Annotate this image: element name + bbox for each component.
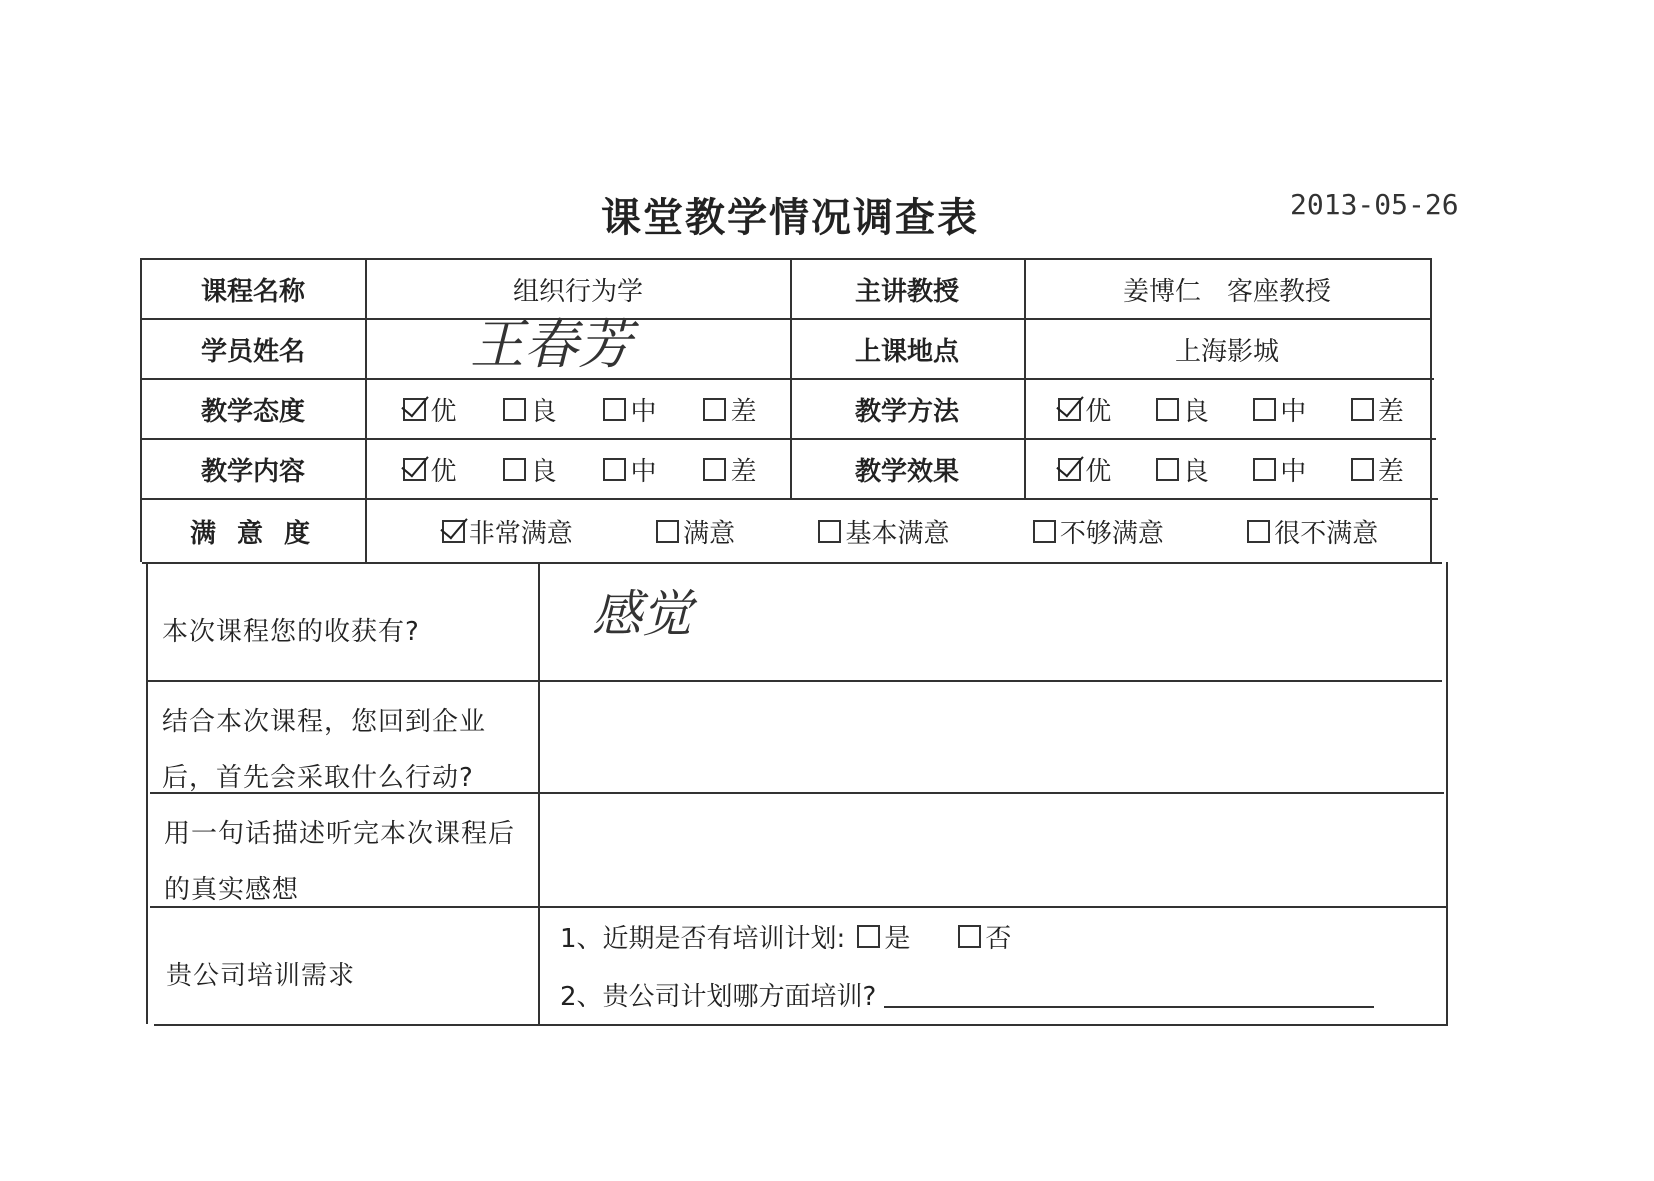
rating-option[interactable]: 差 bbox=[1351, 391, 1404, 428]
teaching-content-label: 教学内容 bbox=[200, 456, 305, 487]
rating-option[interactable]: 优 bbox=[403, 451, 456, 488]
checkbox[interactable] bbox=[703, 458, 726, 481]
location-label: 上课地点 bbox=[854, 336, 959, 367]
student-signature: 王春芳 bbox=[470, 313, 632, 376]
teaching-method-label: 教学方法 bbox=[854, 396, 959, 427]
checkbox[interactable] bbox=[603, 398, 626, 421]
location-value: 上海影城 bbox=[1174, 336, 1279, 367]
rating-option[interactable]: 优 bbox=[1058, 391, 1111, 428]
lecturer-value: 姜博仁 客座教授 bbox=[1122, 276, 1331, 307]
checkbox[interactable] bbox=[656, 520, 679, 543]
checkbox[interactable] bbox=[1156, 458, 1179, 481]
checkbox[interactable] bbox=[1247, 520, 1270, 543]
feeling-question: 用一句话描述听完本次课程后的真实感想 bbox=[164, 819, 516, 905]
checkbox[interactable] bbox=[1351, 458, 1374, 481]
training-needs-label: 贵公司培训需求 bbox=[166, 961, 356, 991]
satisfaction-option[interactable]: 不够满意 bbox=[1033, 513, 1164, 550]
training-area-question: 2、贵公司计划哪方面培训? bbox=[560, 976, 1374, 1013]
teaching-attitude-label: 教学态度 bbox=[200, 396, 305, 427]
plan-no-option[interactable]: 否 bbox=[958, 918, 1011, 955]
gain-question: 本次课程您的收获有? bbox=[162, 617, 420, 647]
checkbox-checked[interactable] bbox=[403, 458, 426, 481]
course-name-value: 组织行为学 bbox=[512, 276, 643, 307]
form-date: 2013-05-26 bbox=[1290, 188, 1459, 221]
form-title: 课堂教学情况调查表 bbox=[601, 195, 979, 241]
checkbox-checked[interactable] bbox=[1058, 398, 1081, 421]
rating-option[interactable]: 优 bbox=[403, 391, 456, 428]
action-answer[interactable] bbox=[542, 684, 1442, 790]
action-question: 结合本次课程，您回到企业后，首先会采取什么行动? bbox=[162, 707, 487, 793]
checkbox[interactable] bbox=[703, 398, 726, 421]
teaching-content-options bbox=[380, 440, 780, 498]
lecturer-label: 主讲教授 bbox=[854, 276, 959, 307]
checkbox[interactable] bbox=[603, 458, 626, 481]
checkbox-checked[interactable] bbox=[442, 520, 465, 543]
checkbox[interactable] bbox=[1351, 398, 1374, 421]
rating-option[interactable]: 良 bbox=[503, 451, 556, 488]
satisfaction-option[interactable]: 基本满意 bbox=[818, 513, 949, 550]
feeling-answer[interactable] bbox=[544, 796, 1444, 904]
rating-option[interactable]: 中 bbox=[603, 451, 656, 488]
satisfaction-option[interactable]: 满意 bbox=[656, 513, 735, 550]
gain-answer[interactable]: 感觉 bbox=[592, 585, 692, 643]
rating-option[interactable]: 良 bbox=[1156, 391, 1209, 428]
plan-yes-option[interactable]: 是 bbox=[857, 918, 910, 955]
teaching-method-options bbox=[1036, 380, 1426, 438]
checkbox[interactable] bbox=[1033, 520, 1056, 543]
checkbox[interactable] bbox=[1253, 458, 1276, 481]
checkbox[interactable] bbox=[1253, 398, 1276, 421]
rating-option[interactable]: 中 bbox=[1253, 451, 1306, 488]
checkbox-checked[interactable] bbox=[403, 398, 426, 421]
rating-option[interactable]: 优 bbox=[1058, 451, 1111, 488]
rating-option[interactable]: 差 bbox=[703, 451, 756, 488]
student-name-label: 学员姓名 bbox=[200, 336, 305, 367]
teaching-effect-options bbox=[1036, 440, 1426, 498]
training-area-field[interactable] bbox=[884, 982, 1374, 1008]
checkbox[interactable] bbox=[857, 925, 880, 948]
checkbox[interactable] bbox=[1156, 398, 1179, 421]
training-plan-question: 1、近期是否有培训计划: 是 否 bbox=[560, 918, 1011, 955]
teaching-attitude-options bbox=[380, 380, 780, 438]
checkbox[interactable] bbox=[503, 458, 526, 481]
satisfaction-option[interactable]: 很不满意 bbox=[1247, 513, 1378, 550]
checkbox[interactable] bbox=[503, 398, 526, 421]
rating-option[interactable]: 差 bbox=[1351, 451, 1404, 488]
satisfaction-option[interactable]: 非常满意 bbox=[442, 513, 573, 550]
checkbox[interactable] bbox=[958, 925, 981, 948]
teaching-effect-label: 教学效果 bbox=[854, 456, 959, 487]
satisfaction-label: 满 意 度 bbox=[189, 518, 317, 549]
course-name-label: 课程名称 bbox=[200, 276, 305, 307]
satisfaction-options bbox=[400, 500, 1420, 562]
checkbox-checked[interactable] bbox=[1058, 458, 1081, 481]
rating-option[interactable]: 中 bbox=[603, 391, 656, 428]
rating-option[interactable]: 良 bbox=[1156, 451, 1209, 488]
rating-option[interactable]: 中 bbox=[1253, 391, 1306, 428]
checkbox[interactable] bbox=[818, 520, 841, 543]
rating-option[interactable]: 差 bbox=[703, 391, 756, 428]
rating-option[interactable]: 良 bbox=[503, 391, 556, 428]
